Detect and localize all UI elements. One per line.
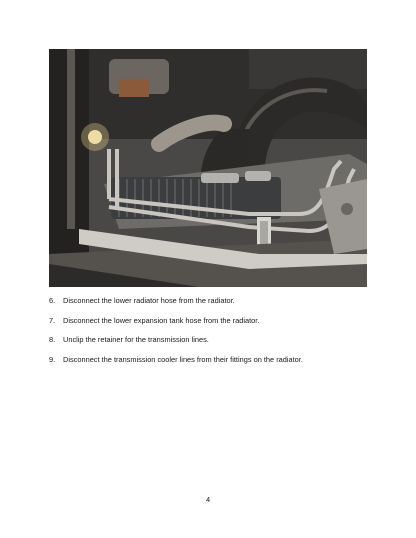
page-number: 4	[205, 495, 211, 504]
step-text: Unclip the retainer for the transmission lines.	[63, 335, 209, 344]
instruction-steps	[49, 296, 379, 374]
step-number: 8.	[49, 335, 56, 344]
radiator-photo	[49, 49, 367, 287]
step-number: 9.	[49, 354, 56, 364]
step-number: 7.	[49, 315, 56, 325]
list-item	[49, 355, 379, 365]
step-text: Disconnect the lower radiator hose from the radiator.	[63, 296, 235, 305]
list-item	[49, 316, 379, 326]
radiator-photo-illustration	[49, 49, 367, 287]
step-text: Disconnect the lower expansion tank hose from the radiator.	[63, 315, 260, 325]
step-number: 6.	[49, 296, 56, 305]
step-text: Disconnect the transmission cooler lines from their fittings on the radiator.	[63, 354, 303, 364]
list-item	[49, 296, 379, 306]
list-item	[49, 335, 379, 345]
